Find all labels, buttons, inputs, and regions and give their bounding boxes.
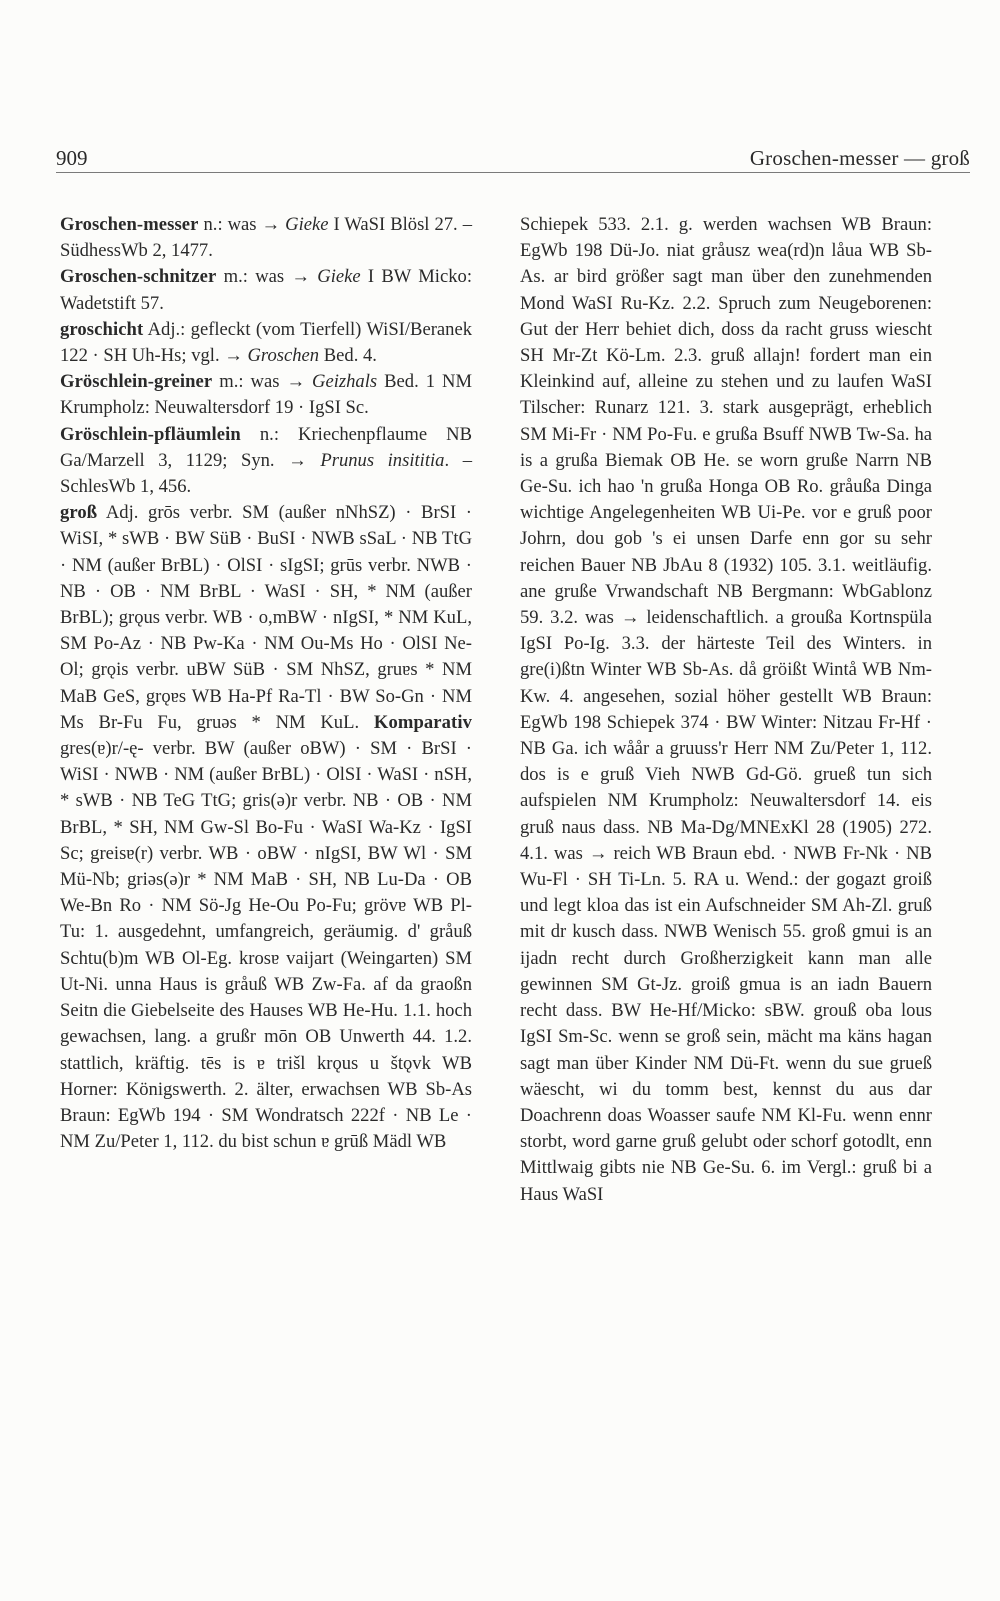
cross-reference[interactable]: Gieke — [317, 266, 361, 288]
komparativ-label: Komparativ — [373, 711, 472, 733]
dictionary-entry-gross — [60, 500, 472, 1155]
cross-reference[interactable]: Prunus insititia — [320, 449, 445, 471]
headword: Gröschlein-pfläumlein — [60, 423, 241, 445]
entry-gloss: m.: was → — [212, 371, 313, 393]
cross-reference[interactable]: Gieke — [285, 214, 329, 235]
dictionary-entry — [60, 212, 472, 264]
komparativ-forms: gres(ɐ)r/-ę- verbr. BW (außer oBW) · SM · BrSI · WiSI · NWB · NM (außer BrBL) · OlSI · WaSI · nSH, * sWB · NB TeG TtG; gris(ə)r verbr. NB · OB · NM BrBL, * SH, NM Gw-Sl Bo-Fu · WaSI Wa-Kz · IgSI Sc; greisɐ(r) verbr. WB · oBW · nIgSI, BW Wl · SM Mü-Nb; griəs(ə)r * NM MaB · SH, NB Lu-Da · OB We-Bn Ro · NM Sö-Jg He-Ou Po-Fu; grövɐ WB Pl-Tu: — [60, 738, 472, 943]
entry-source: . – SchlesWb 1, 456. — [60, 449, 472, 498]
headword: Groschen-messer — [60, 214, 199, 235]
headword: groschicht — [60, 318, 144, 340]
dictionary-entry — [60, 264, 472, 316]
headword: groß — [60, 502, 98, 524]
cross-reference[interactable]: Geizhals — [312, 371, 378, 393]
entry-body: Adj. grōs verbr. SM (außer nNhSZ) · BrSI · WiSI, * sWB · BW SüB · BuSI · NWB sSaL · NB TtG · NM (außer BrBL) · OlSI · sIgSI; grūs verbr. NWB · NB · OB · NM BrBL · WaSI · SH, * NM (außer BrBL); grǫus verbr. WB · o,mBW · nIgSI, * NM KuL, SM Po-Az · NB Pw-Ka · NM Ou-Ms Ho · OlSI Ne-Ol; grǫis verbr. uBW SüB · SM NhSZ, gruɐs * NM MaB GeS, grǫɐs WB Ha-Pf Ra-Tl · BW So-Gn · NM Ms Br-Fu Fu, gruəs * NM KuL. — [60, 502, 472, 733]
headword: Gröschlein-greiner — [60, 371, 213, 393]
entry-gloss: n.: Kriechenpflaume NB Ga/Marzell 3, 1129; Syn. → — [60, 423, 472, 471]
entry-gloss: m.: was → — [216, 266, 318, 288]
page-number: 909 — [56, 146, 88, 170]
entry-continuation: Schiepek 533. 2.1. g. werden wachsen WB Braun: EgWb 198 Dü-Jo. niat gråusz wea(rd)n låua WB Sb-As. ar bird größer sagt man über den zunehmenden Mond WaSI Ru-Kz. 2.2. Spruch zum Neugeborenen: Gut der Herr behiet dich, doss da racht gruss wiescht SH Mr-Zt Kö-Lm. 2.3. gruß allajn! fordert man ein Kleinkind auf, alleine zu stehen und zu laufen WaSI Tilscher: Runarz 121. 3. stark ausgeprägt, erheblich SM Mi-Fr · NM Po-Fu. e grußa Bsuff NWB Tw-Sa. ha is a grußa Biemak OB He. se worn gruße Narrn NB Ge-Su. ich hao 'n grußa Honga OB Ro. gråußa Dinga wichtige Angelegenheiten WB Ui-Pe. vor e gruß poor Johrn, dou gob 's ei unsen Darfe enn gor su sehr reichen Bauer NB JbAu 8 (1932) 105. 3.1. weitläufig. ane gruße Vrwandschaft NB Bergmann: WbGablonz 59. 3.2. was → leidenschaftlich. a groußa Kortnspüla IgSI Po-Ig. 3.3. der härteste Teil des Winters. in gre(i)ßtn Winter WB Sb-As. då gröißt Wintå WB Nm-Kw. 4. angesehen, sozial höher gestellt WB Braun: EgWb 198 Schiepek 374 · BW Winter: Nitzau Fr-Hf · NB Ga. ich wåår a gruuss'r Herr NM Zu/Peter 1, 112. dos is e gruß Vieh NWB Gd-Gö. grueß tun sich aufspielen NM Krumpholz: Neuwaltersdorf 14. eis gruß naus dass. NB Ma-Dg/MNExKl 28 (1905) 272. 4.1. was → reich WB Braun ebd. · NWB Fr-Nk · NB Wu-Fl · SH Ti-Ln. 5. RA u. Wend.: der gogazt groiß und legt kloa das ist ein Aufschneider SM Ah-Zl. gruß mit dr kusch dass. NWB Wenisch 55. groß gmui is an ijadn recht durch Großherzigkeit kann man alle gewinnen SM Gt-Jz. groiß gmua is an iadn Bauern recht dass. BW He-Hf/Micko: sBW. grouß oba lous IgSI Sm-Sc. wenn se groß sein, mächt ma käns hagan sagt man über Kinder NM Dü-Ft. wenn du sue grueß wäescht, wi du tomm best, kennst du aus dar Doachrenn doas Woasser saufe NM Kl-Fu. wenn ennr storbt, word garne gruß gelubt oder schorf gotodlt, enn Mittlwaig gibts nie NB Ge-Su. 6. im Vergl.: gruß bi a Haus WaSI — [520, 214, 932, 1205]
entry-gloss: n.: was → — [198, 214, 286, 235]
entry-source: Bed. 1 NM Krumpholz: Neuwaltersdorf 19 · IgSI Sc. — [60, 371, 472, 419]
entry-source: Bed. 4. — [319, 345, 377, 367]
headword: Groschen-schnitzer — [60, 266, 217, 288]
cross-reference[interactable]: Groschen — [247, 345, 320, 367]
running-header — [56, 146, 970, 173]
right-column — [520, 212, 932, 1208]
running-head: Groschen-messer — groß — [749, 146, 970, 170]
dictionary-entry — [60, 422, 472, 501]
entry-source: I WaSI Blösl 27. – SüdhessWb 2, 1477. — [60, 214, 473, 262]
entry-senses: 1. ausgedehnt, umfangreich, geräumig. d' gråuß Schtu(b)m WB Ol-Eg. krosɐ vaijart (Weingarten) SM Ut-Ni. unna Haus is gråuß WB Zw-Fa. af da graoßn Seitn die Giebelseite des Hauses WB He-Hu. 1.1. hoch gewachsen, lang. a grußr mōn OB Unwerth 44. 1.2. stattlich, kräftig. tēs is ɐ trišl krǫus u štǫvk WB Horner: Königswerth. 2. älter, erwachsen WB Sb-As Braun: EgWb 194 · SM Wondratsch 222f · NB Le · NM Zu/Peter 1, 112. du bist schun ɐ grūß Mädl WB — [60, 921, 472, 1153]
dictionary-entry — [60, 317, 472, 369]
dictionary-entry — [60, 369, 472, 421]
entry-source: I BW Micko: Wadetstift 57. — [60, 266, 472, 314]
left-column — [60, 212, 472, 1155]
entry-gloss: Adj.: gefleckt (vom Tierfell) WiSI/Beranek 122 · SH Uh-Hs; vgl. → — [60, 318, 472, 367]
